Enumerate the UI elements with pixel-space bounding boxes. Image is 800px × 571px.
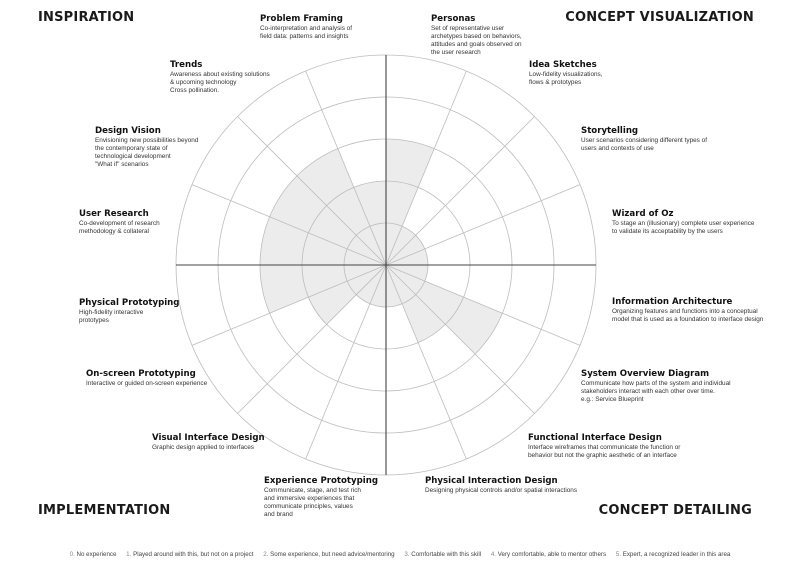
skill-title: Storytelling (581, 126, 639, 136)
quadrant-inspiration: INSPIRATION (38, 10, 135, 25)
skill-label-physical-prototyping (79, 298, 179, 325)
skill-description: Envisioning new possibilities beyond the contemporary state of technological development "What if" scenarios (95, 137, 199, 168)
quadrant-concept-detailing: CONCEPT DETAILING (598, 503, 752, 518)
legend-number: 3. (404, 551, 410, 558)
skill-description: High-fidelity interactive prototypes (79, 309, 144, 324)
skill-label-design-vision (95, 126, 198, 169)
legend-item-0 (70, 551, 117, 558)
skill-title: Physical Interaction Design (425, 476, 558, 486)
skill-label-trends (170, 60, 270, 95)
skill-label-information-architecture (612, 297, 763, 324)
skill-title: User Research (79, 209, 149, 219)
legend-text: Some experience, but need advice/mentoring (270, 551, 395, 558)
skill-label-visual-interface-design (152, 433, 265, 452)
skill-description: User scenarios considering different types of users and contexts of use (581, 137, 707, 152)
quadrant-implementation: IMPLEMENTATION (38, 503, 171, 518)
legend-item-3 (404, 551, 481, 558)
legend-text: Played around with this, but not on a project (133, 551, 254, 558)
legend-text: Very comfortable, able to mentor others (497, 551, 607, 558)
skill-label-physical-interaction-design (425, 476, 577, 495)
legend-text: Comfortable with this skill (411, 551, 482, 558)
legend-number: 0. (69, 551, 75, 558)
segment-spoke (386, 185, 580, 265)
skill-label-storytelling (581, 126, 707, 153)
skill-description: Communicate, stage, and test rich and immersive experiences that communicate principles, values and brand (264, 487, 361, 518)
skill-title: Personas (431, 14, 476, 24)
skill-sector (386, 265, 502, 354)
skill-title: Visual Interface Design (152, 433, 265, 443)
skill-level-sectors (260, 139, 502, 354)
segment-spoke (386, 265, 534, 413)
skill-description: Set of representative user archetypes based on behaviors, attitudes and goals observed on the user research (431, 25, 522, 56)
legend-number: 4. (490, 551, 496, 558)
skill-title: Trends (170, 60, 203, 70)
skill-description: Co-interpretation and analysis of field data: patterns and insights (260, 25, 353, 40)
skill-label-wizard-of-oz (612, 209, 754, 236)
skill-label-idea-sketches (529, 60, 603, 87)
legend-item-2 (263, 551, 394, 558)
skill-title: System Overview Diagram (581, 369, 710, 379)
skill-label-experience-prototyping (264, 476, 378, 519)
skill-title: Design Vision (95, 126, 161, 136)
skill-title: Wizard of Oz (612, 209, 674, 219)
skill-title: Experience Prototyping (264, 476, 378, 486)
skill-label-system-overview-diagram (581, 369, 731, 404)
quadrant-concept-visualization: CONCEPT VISUALIZATION (565, 10, 754, 25)
skill-description: Awareness about existing solutions & upcoming technology Cross pollination. (170, 71, 270, 94)
skill-label-personas (431, 14, 522, 57)
skill-title: Idea Sketches (529, 60, 597, 70)
skill-description: To stage an (illusionary) complete user experience to validate its acceptability by the users (612, 220, 755, 235)
skill-title: Problem Framing (260, 14, 343, 24)
skill-title: Physical Prototyping (79, 298, 180, 308)
skill-label-problem-framing (260, 14, 352, 41)
legend-item-4 (491, 551, 606, 558)
legend-item-1 (126, 551, 253, 558)
legend-text: Expert, a recognized leader in this area (622, 551, 731, 558)
skill-description: Interactive or guided on-screen experience (86, 380, 208, 387)
skill-description: Graphic design applied to interfaces (152, 444, 254, 451)
skill-level-legend (0, 551, 800, 558)
skill-label-functional-interface-design (528, 433, 680, 460)
skill-label-user-research (79, 209, 160, 236)
skill-title: On-screen Prototyping (86, 369, 196, 379)
skill-description: Co-development of research methodology & collateral (79, 220, 160, 235)
skill-title: Functional Interface Design (528, 433, 662, 443)
skill-label-on-screen-prototyping (86, 369, 207, 388)
skill-description: Low-fidelity visualizations, flows & prototypes (529, 71, 603, 86)
skill-title: Information Architecture (612, 297, 733, 307)
skill-description: Interface wireframes that communicate the function or behavior but not the graphic aesthetic of an interface (528, 444, 681, 459)
legend-text: No experience (76, 551, 117, 558)
legend-number: 1. (126, 551, 132, 558)
skill-description: Designing physical controls and/or spatial interactions (425, 487, 578, 494)
legend-number: 5. (615, 551, 621, 558)
skill-description: Organizing features and functions into a conceptual model that is used as a foundation to interface design (612, 308, 764, 323)
legend-item-5 (616, 551, 731, 558)
skill-description: Communicate how parts of the system and individual stakeholders interact with each other over time. e.g.: Service Blueprint (581, 380, 731, 403)
legend-number: 2. (263, 551, 269, 558)
